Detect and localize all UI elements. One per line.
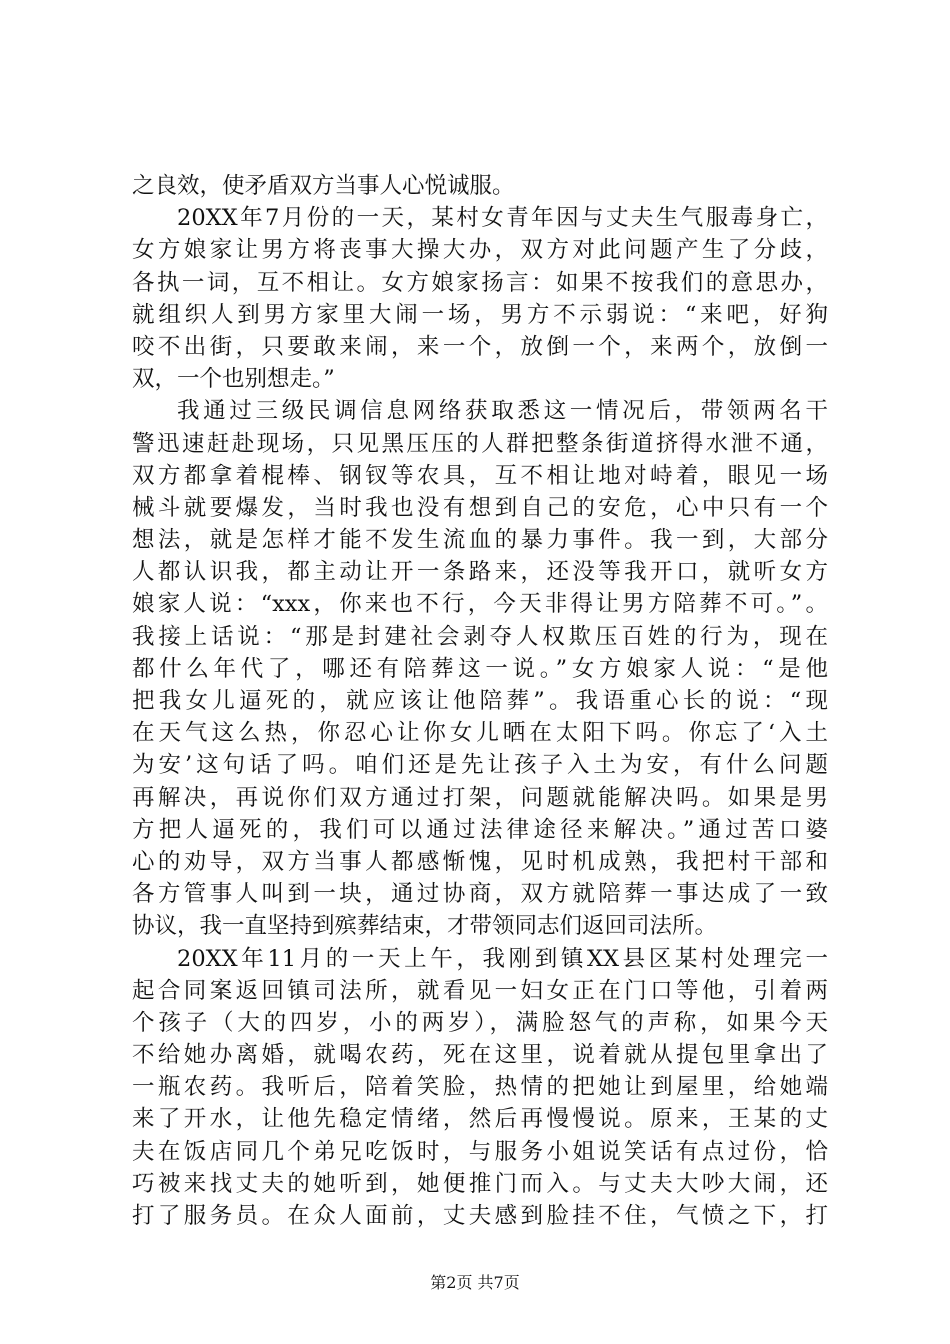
text-line: 为安’这句话了吗。咱们还是先让孩子入土为安，有什么问题 (132, 752, 828, 779)
text-line: 女方娘家让男方将丧事大操大办，双方对此问题产生了分歧， (132, 237, 828, 264)
text-line: 之良效，使矛盾双方当事人心悦诚服。 (132, 173, 515, 199)
text-line: 个孩子（大的四岁，小的两岁），满脸怒气的声称，如果今天 (132, 1009, 828, 1036)
text-line: 我通过三级民调信息网络获取悉这一情况后，带领两名干 (177, 398, 828, 425)
text-line: 打了服务员。在众人面前，丈夫感到脸挂不住，气愤之下，打 (132, 1203, 828, 1229)
text-line: 巧被来找丈夫的她听到，她便推门而入。与丈夫大吵大闹，还 (132, 1170, 828, 1197)
text-line: 人都认识我，都主动让开一条路来，还没等我开口，就听女方 (132, 559, 828, 586)
text-line: 再解决，再说你们双方通过打架，问题就能解决吗。如果是男 (132, 784, 828, 811)
text-line: 械斗就要爆发，当时我也没有想到自己的安危，心中只有一个 (132, 494, 828, 521)
text-line: 在天气这么热，你忍心让你女儿晒在太阳下吗。你忘了‘入土 (132, 720, 828, 747)
text-line: 方把人逼死的，我们可以通过法律途径来解决。”通过苦口婆 (132, 816, 828, 843)
text-line: 协议，我一直坚持到殡葬结束，才带领同志们返回司法所。 (132, 913, 718, 940)
text-line: 20XX年11月的一天上午，我刚到镇XX县区某村处理完一 (177, 945, 828, 972)
text-line: 夫在饭店同几个弟兄吃饭时，与服务小姐说笑话有点过份，恰 (132, 1138, 828, 1165)
text-line: 来了开水，让他先稳定情绪，然后再慢慢说。原来，王某的丈 (132, 1106, 828, 1133)
text-line: 不给她办离婚，就喝农药，死在这里，说着就从提包里拿出了 (132, 1042, 828, 1069)
text-line: 心的劝导，双方当事人都感惭愧，见时机成熟，我把村干部和 (132, 848, 828, 875)
text-line: 咬不出街，只要敢来闹，来一个，放倒一个，来两个，放倒一 (132, 333, 828, 360)
text-line: 双，一个也别想走。” (132, 366, 335, 393)
text-line: 双方都拿着棍棒、钢钗等农具，互不相让地对峙着，眼见一场 (132, 462, 828, 489)
text-line: 都什么年代了，哪还有陪葬这一说。”女方娘家人说：“是他 (132, 655, 828, 682)
text-line: 警迅速赶赴现场，只见黑压压的人群把整条街道挤得水泄不通， (132, 430, 828, 457)
text-line: 各方管事人叫到一块，通过协商，双方就陪葬一事达成了一致 (132, 881, 828, 908)
text-line: 起合同案返回镇司法所，就看见一妇女正在门口等他，引着两 (132, 977, 828, 1004)
page-footer: 第2页 共7页 (430, 1273, 520, 1292)
text-line: 把我女儿逼死的，就应该让他陪葬”。我语重心长的说：“现 (132, 688, 828, 714)
document-body (132, 170, 828, 1232)
text-line: 娘家人说：“xxx，你来也不行，今天非得让男方陪葬不可。”。 (132, 591, 828, 618)
text-line: 我接上话说：“那是封建社会剥夺人权欺压百姓的行为，现在 (132, 623, 828, 650)
text-line: 20XX年7月份的一天，某村女青年因与丈夫生气服毒身亡， (177, 205, 828, 232)
text-line: 各执一词，互不相让。女方娘家扬言：如果不按我们的意思办， (132, 269, 828, 296)
text-line: 一瓶农药。我听后，陪着笑脸，热情的把她让到屋里，给她端 (132, 1074, 828, 1101)
text-line: 就组织人到男方家里大闹一场，男方不示弱说：“来吧，好狗 (132, 301, 828, 328)
text-line: 想法，就是怎样才能不发生流血的暴力事件。我一到，大部分 (132, 527, 828, 554)
